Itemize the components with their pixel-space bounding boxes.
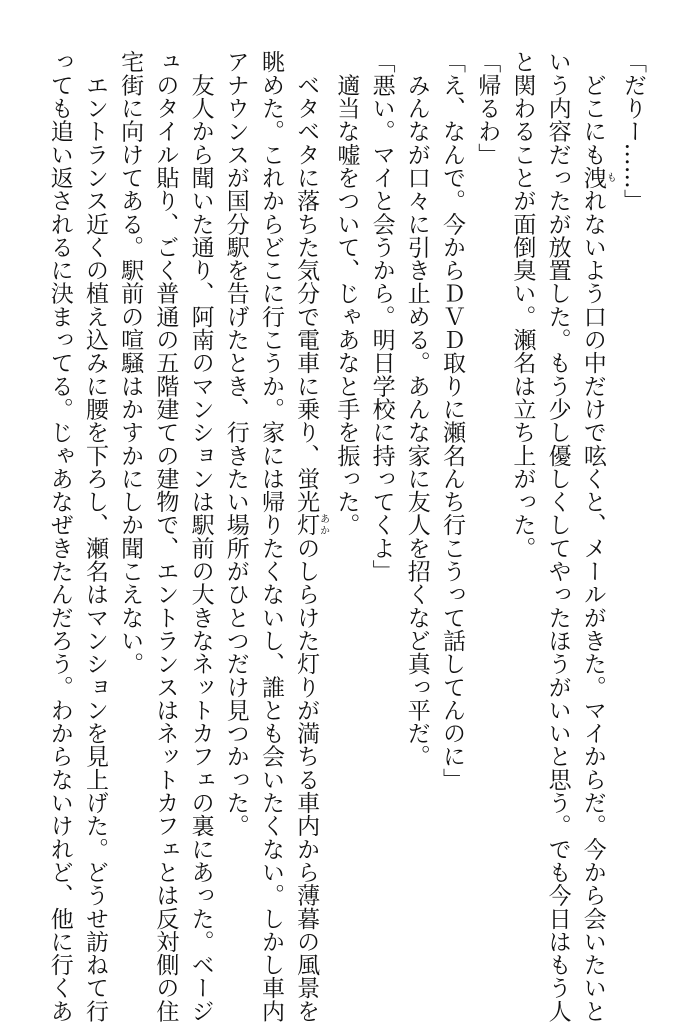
text-line-17: っても追い返されるに決まってる。じゃあなぜきたんだろう。わからないけれど、他に行くあ [46, 50, 73, 1022]
text-line-7: みんなが口々に引き止める。あんな家に友人を招くなど真っ平だ。 [403, 50, 430, 768]
text-line-3: いう内容だったが放置した。もう少し優しくしてやったほうがいいと思う。でも今日はもう人 [544, 50, 571, 1022]
text-line-8: 「悪い。マイと会うから。明日学校に持ってくよ」 [368, 50, 395, 583]
text-line-4: と関わることが面倒臭い。瀬名は立ち上がった。 [509, 50, 536, 560]
akari-ruby: 灯あか [293, 513, 329, 537]
text-line-16: エントランス近くの植え込みに腰を下ろし、瀬名はマンションを見上げた。どうせ訪ねて行 [81, 50, 108, 1022]
text-line-11: 眺めた。これからどこに行こうか。家には帰りたくないし、誰とも会いたくない。しかし車内 [257, 50, 284, 1022]
vertical-text-block [42, 50, 650, 1022]
text-line-15: 宅街に向けてある。駅前の喧騒はかすかにしか聞こえない。 [117, 50, 144, 676]
text-line-1: 「だりー……」 [620, 50, 646, 213]
text-line-5: 「帰るわ」 [474, 50, 501, 166]
text-line-10: ベタベタに落ちた気分で電車に乗り、蛍光灯あかのしらけた灯りが満ちる車内から薄暮の風景を [293, 50, 329, 1022]
text-line-12: アナウンスが国分駅を告げたとき、行きたい場所がひとつだけ見つかった。 [222, 50, 249, 838]
akari-ruby-reading: あか [317, 513, 329, 537]
text-line-2: どこにも洩もれないよう口の中だけで呟くと、メールがきた。マイからだ。今から会いたいと [579, 50, 616, 1022]
text-line-6: 「え、なんで。今からＤＶＤ取りに瀬名んち行こうって話してんのに」 [438, 50, 465, 791]
text-line-13: 友人から聞いた通り、阿南のマンションは駅前の大きなネットカフェの裏にあった。ベージ [187, 50, 214, 1022]
more-ruby-reading: も [604, 165, 616, 189]
text-line-14: ュのタイル貼り、ごく普通の五階建ての建物で、エントランスはネットカフェとは反対側の住 [152, 50, 179, 1022]
more-ruby: 洩も [579, 165, 616, 189]
text-line-9: 適当な嘘をついて、じゃあなと手を振った。 [333, 50, 360, 537]
